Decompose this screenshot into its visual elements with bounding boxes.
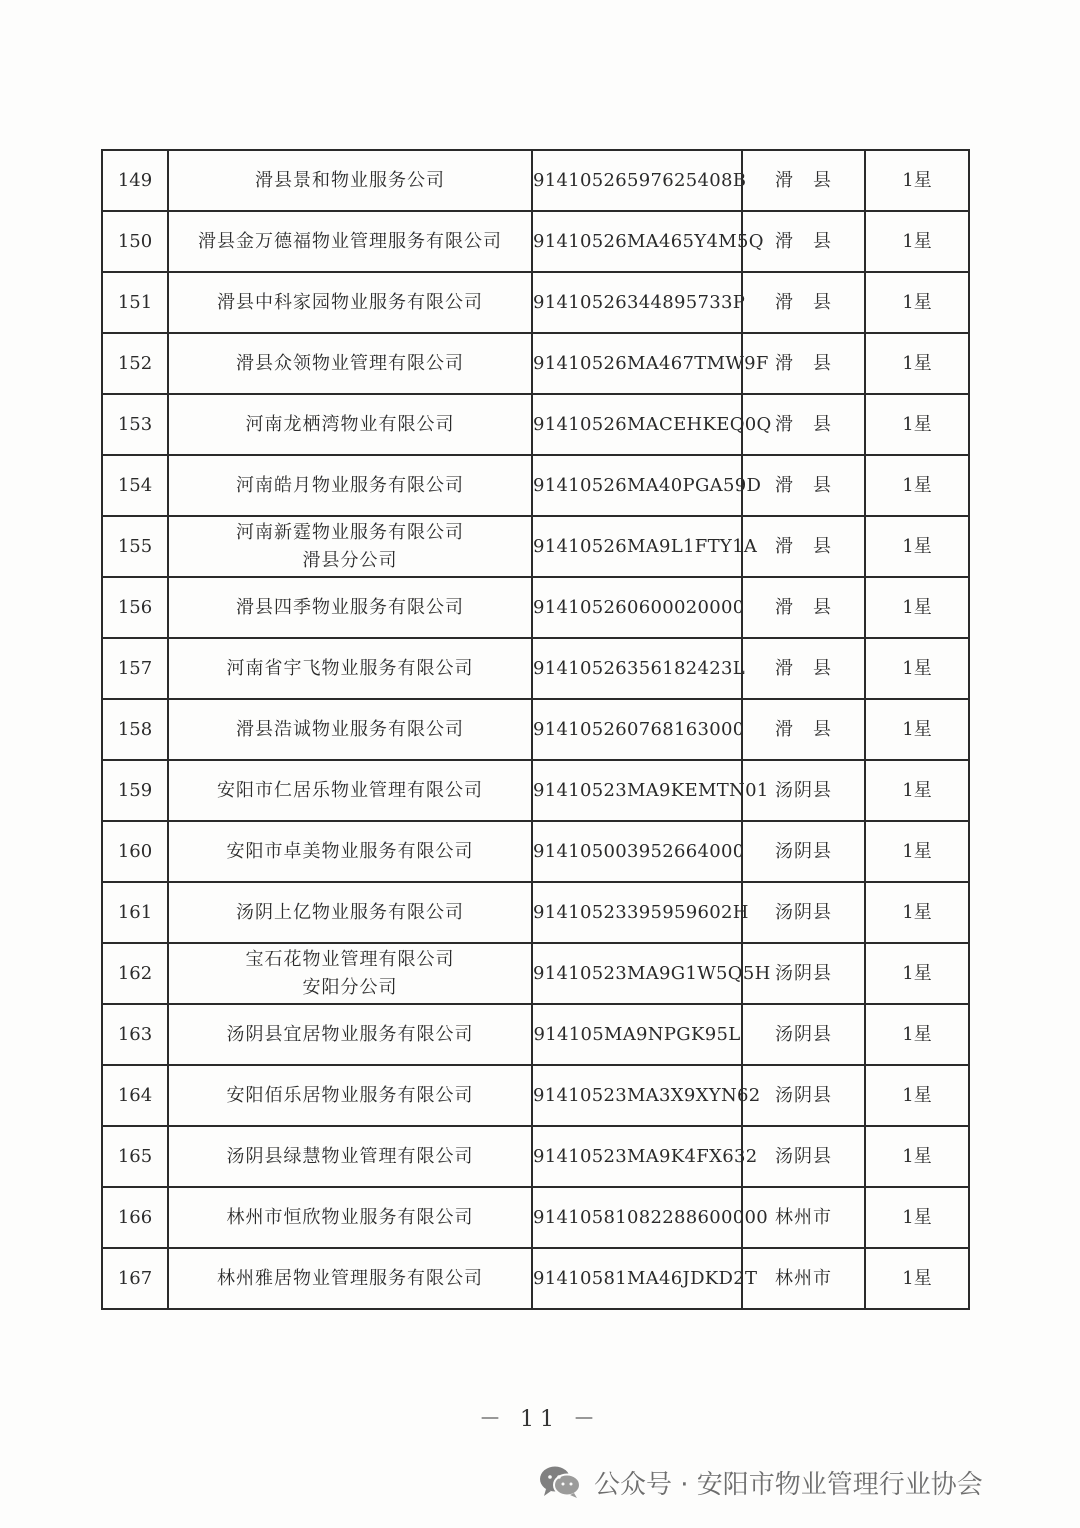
company-name-cell [168, 821, 532, 882]
row-number-cell: 160 [102, 821, 168, 882]
county-cell: 滑 县 [742, 394, 865, 455]
county-cell: 滑 县 [742, 272, 865, 333]
company-name-cell [168, 394, 532, 455]
county-cell: 林州市 [742, 1248, 865, 1309]
star-rating-cell: 1星 [865, 333, 969, 394]
county-cell: 滑 县 [742, 516, 865, 577]
credit-code-cell: 914105260768163000 [532, 699, 742, 760]
credit-code-cell: 91410526MACEHKEQ0Q [532, 394, 742, 455]
table-row [102, 577, 969, 638]
star-rating-cell: 1星 [865, 211, 969, 272]
row-number-cell: 161 [102, 882, 168, 943]
company-name-cell [168, 760, 532, 821]
star-rating-cell: 1星 [865, 1004, 969, 1065]
row-number-cell: 166 [102, 1187, 168, 1248]
row-number-cell: 156 [102, 577, 168, 638]
company-name-cell [168, 272, 532, 333]
row-number-cell: 159 [102, 760, 168, 821]
table-row [102, 1065, 969, 1126]
table-row [102, 1248, 969, 1309]
credit-code-cell: 91410581MA46JDKD2T [532, 1248, 742, 1309]
company-name-cell [168, 577, 532, 638]
company-name-cell [168, 516, 532, 577]
table-row [102, 943, 969, 1004]
county-cell: 汤阴县 [742, 1126, 865, 1187]
table-row [102, 638, 969, 699]
table-row [102, 455, 969, 516]
table-row [102, 699, 969, 760]
credit-code-cell: 91410523MA9K4FX632 [532, 1126, 742, 1187]
table-row [102, 211, 969, 272]
company-name-cell [168, 455, 532, 516]
company-name-cell [168, 638, 532, 699]
table-row [102, 1187, 969, 1248]
company-name-cell [168, 1126, 532, 1187]
credit-code-cell: 91410526MA465Y4M5Q [532, 211, 742, 272]
company-name-cell [168, 699, 532, 760]
credit-code-cell: 91410526344895733P [532, 272, 742, 333]
table-row [102, 760, 969, 821]
company-name-line: 安阳分公司 [302, 976, 398, 998]
star-rating-cell: 1星 [865, 1126, 969, 1187]
company-name-line: 林州市恒欣物业服务有限公司 [226, 1206, 474, 1228]
star-rating-cell: 1星 [865, 455, 969, 516]
credit-code-cell: 91410581082288600000 [532, 1187, 742, 1248]
company-name-line: 滑县景和物业服务公司 [255, 169, 445, 191]
company-name-line: 滑县分公司 [302, 549, 398, 571]
star-rating-cell: 1星 [865, 699, 969, 760]
credit-code-cell: 91410526MA467TMW9F [532, 333, 742, 394]
credit-code-cell: 91410526356182423L [532, 638, 742, 699]
county-cell: 滑 县 [742, 699, 865, 760]
company-name-line: 林州雅居物业管理服务有限公司 [217, 1267, 483, 1289]
county-cell: 滑 县 [742, 333, 865, 394]
star-rating-cell: 1星 [865, 577, 969, 638]
row-number-cell: 157 [102, 638, 168, 699]
watermark [538, 1462, 983, 1502]
star-rating-cell: 1星 [865, 272, 969, 333]
county-cell: 滑 县 [742, 638, 865, 699]
county-cell: 汤阴县 [742, 1065, 865, 1126]
company-roster-table [101, 149, 970, 1310]
company-name-line: 宝石花物业管理有限公司 [245, 948, 455, 970]
credit-code-cell: 91410523MA9G1W5Q5H [532, 943, 742, 1004]
county-cell: 滑 县 [742, 211, 865, 272]
row-number-cell: 153 [102, 394, 168, 455]
county-cell: 滑 县 [742, 455, 865, 516]
company-name-cell [168, 943, 532, 1004]
company-name-cell [168, 1004, 532, 1065]
credit-code-cell: 91410523395959602H [532, 882, 742, 943]
company-name-line: 汤阴县宜居物业服务有限公司 [226, 1023, 474, 1045]
company-name-line: 滑县中科家园物业服务有限公司 [217, 291, 483, 313]
county-cell: 汤阴县 [742, 882, 865, 943]
company-name-cell [168, 1065, 532, 1126]
table-row [102, 1004, 969, 1065]
company-name-line: 河南皓月物业服务有限公司 [236, 474, 464, 496]
company-name-line: 汤阴县绿慧物业管理有限公司 [226, 1145, 474, 1167]
county-cell: 汤阴县 [742, 760, 865, 821]
star-rating-cell: 1星 [865, 394, 969, 455]
credit-code-cell: 914105003952664000 [532, 821, 742, 882]
county-cell: 滑 县 [742, 150, 865, 211]
company-name-line: 安阳市仁居乐物业管理有限公司 [217, 779, 483, 801]
table-row [102, 333, 969, 394]
company-name-line: 滑县浩诚物业服务有限公司 [236, 718, 464, 740]
star-rating-cell: 1星 [865, 1065, 969, 1126]
company-name-line: 河南新霆物业服务有限公司 [236, 521, 464, 543]
page-number: － 11 － [479, 1407, 601, 1432]
company-name-cell [168, 150, 532, 211]
credit-code-cell: 914105MA9NPGK95L [532, 1004, 742, 1065]
company-name-line: 河南龙栖湾物业有限公司 [245, 413, 455, 435]
table-row [102, 516, 969, 577]
row-number-cell: 154 [102, 455, 168, 516]
county-cell: 汤阴县 [742, 821, 865, 882]
table-row [102, 150, 969, 211]
credit-code-cell: 91410523MA9KEMTN01 [532, 760, 742, 821]
table-row [102, 882, 969, 943]
wechat-icon [538, 1464, 582, 1500]
table-row [102, 272, 969, 333]
county-cell: 林州市 [742, 1187, 865, 1248]
company-name-cell [168, 1248, 532, 1309]
watermark-text: 公众号 · 安阳市物业管理行业协会 [594, 1469, 983, 1500]
row-number-cell: 151 [102, 272, 168, 333]
roster-body [102, 150, 969, 1309]
company-name-line: 滑县四季物业服务有限公司 [236, 596, 464, 618]
row-number-cell: 167 [102, 1248, 168, 1309]
credit-code-cell: 914105260600020000 [532, 577, 742, 638]
row-number-cell: 152 [102, 333, 168, 394]
company-name-line: 滑县众领物业管理有限公司 [236, 352, 464, 374]
company-name-line: 汤阴上亿物业服务有限公司 [236, 901, 464, 923]
row-number-cell: 162 [102, 943, 168, 1004]
company-name-cell [168, 333, 532, 394]
table-row [102, 1126, 969, 1187]
star-rating-cell: 1星 [865, 943, 969, 1004]
table-row [102, 394, 969, 455]
row-number-cell: 158 [102, 699, 168, 760]
credit-code-cell: 91410526MA40PGA59D [532, 455, 742, 516]
star-rating-cell: 1星 [865, 1248, 969, 1309]
credit-code-cell: 91410526MA9L1FTY1A [532, 516, 742, 577]
table-row [102, 821, 969, 882]
star-rating-cell: 1星 [865, 760, 969, 821]
company-name-line: 安阳佰乐居物业服务有限公司 [226, 1084, 474, 1106]
star-rating-cell: 1星 [865, 882, 969, 943]
row-number-cell: 164 [102, 1065, 168, 1126]
county-cell: 滑 县 [742, 577, 865, 638]
county-cell: 汤阴县 [742, 943, 865, 1004]
row-number-cell: 150 [102, 211, 168, 272]
company-name-cell [168, 211, 532, 272]
company-name-cell [168, 882, 532, 943]
county-cell: 汤阴县 [742, 1004, 865, 1065]
credit-code-cell: 91410523MA3X9XYN62 [532, 1065, 742, 1126]
star-rating-cell: 1星 [865, 638, 969, 699]
star-rating-cell: 1星 [865, 821, 969, 882]
row-number-cell: 149 [102, 150, 168, 211]
company-name-line: 河南省宇飞物业服务有限公司 [226, 657, 474, 679]
company-name-line: 滑县金万德福物业管理服务有限公司 [198, 230, 502, 252]
star-rating-cell: 1星 [865, 150, 969, 211]
star-rating-cell: 1星 [865, 516, 969, 577]
row-number-cell: 155 [102, 516, 168, 577]
row-number-cell: 163 [102, 1004, 168, 1065]
row-number-cell: 165 [102, 1126, 168, 1187]
credit-code-cell: 91410526597625408B [532, 150, 742, 211]
company-name-line: 安阳市卓美物业服务有限公司 [226, 840, 474, 862]
star-rating-cell: 1星 [865, 1187, 969, 1248]
company-name-cell [168, 1187, 532, 1248]
